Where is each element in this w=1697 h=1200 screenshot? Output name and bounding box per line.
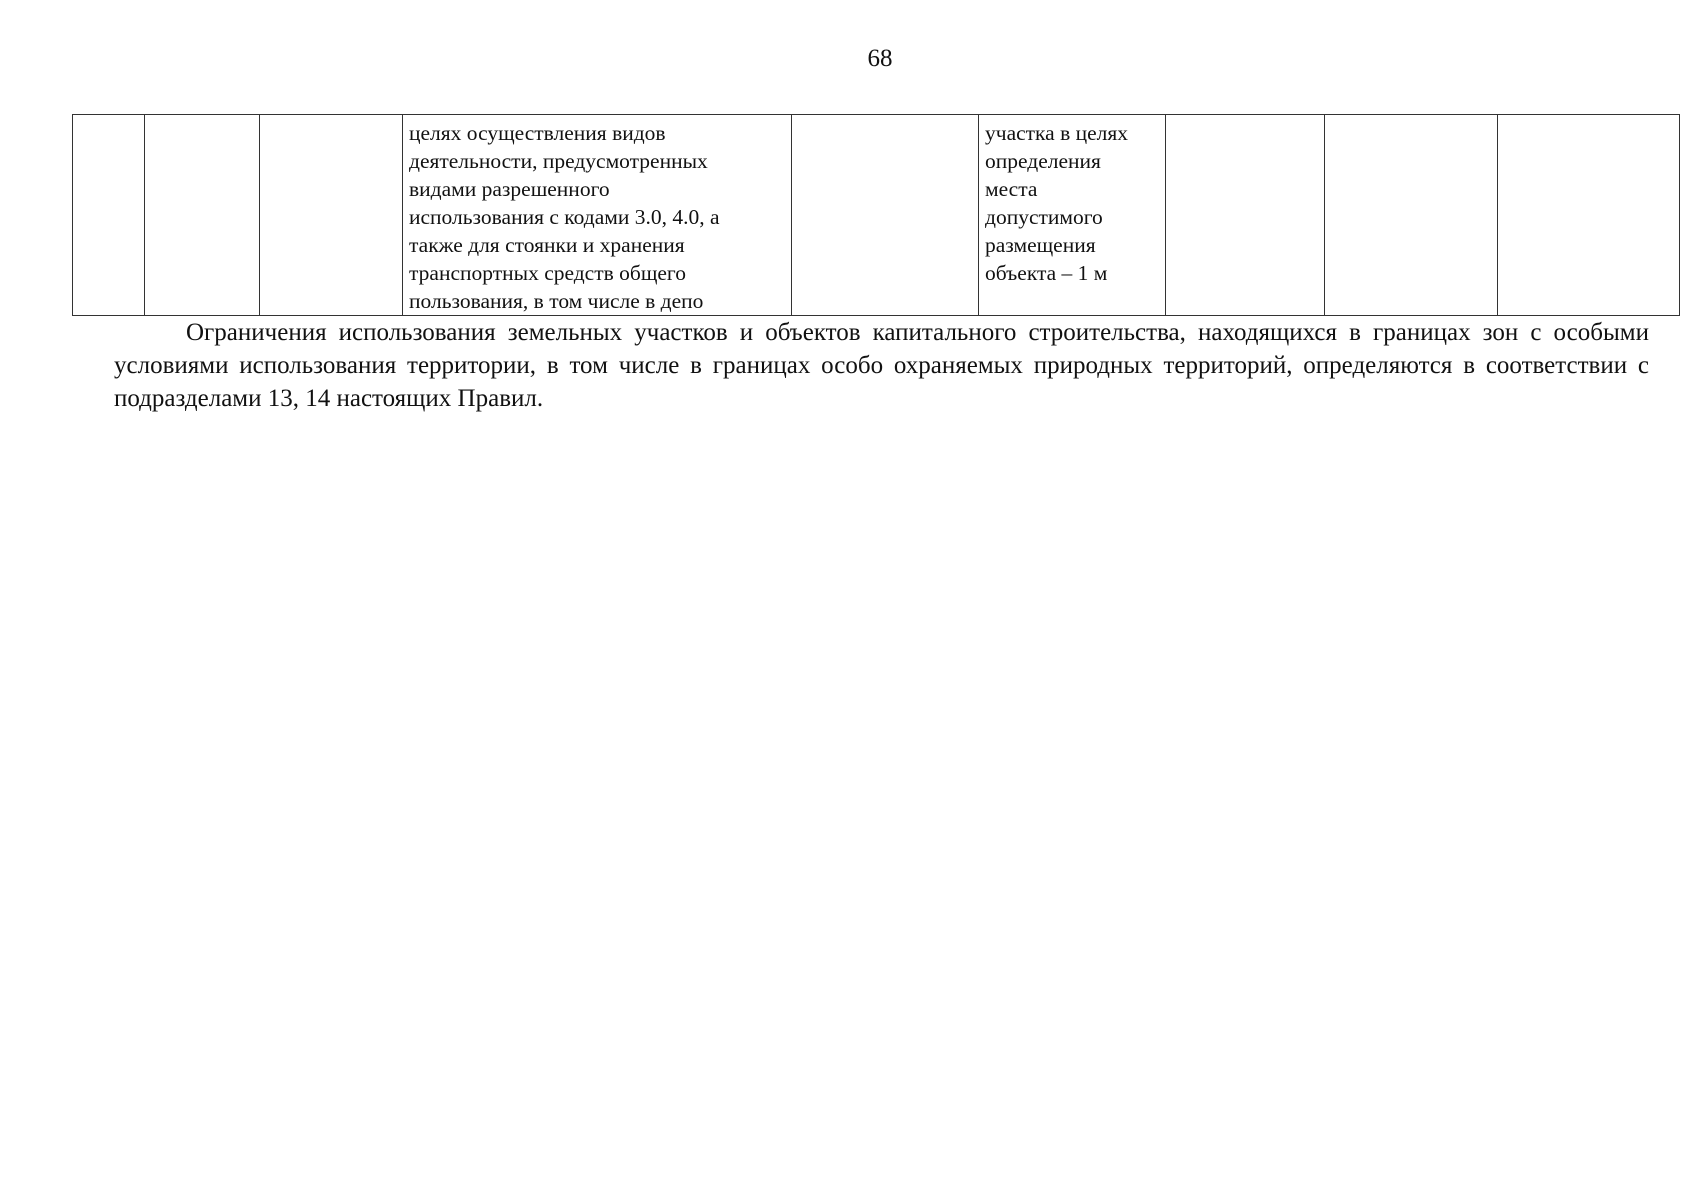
cell-text-line: допустимого <box>985 205 1103 229</box>
table-cell-1 <box>73 115 145 316</box>
table-cell-9 <box>1498 115 1680 316</box>
table-cell-3 <box>260 115 403 316</box>
cell-text-line: объекта – 1 м <box>985 261 1108 285</box>
table-cell-5 <box>792 115 979 316</box>
table-cell-2 <box>145 115 260 316</box>
cell-text-line: участка в целях <box>985 121 1129 145</box>
cell-text-line: транспортных средств общего <box>409 261 686 285</box>
cell-text-line: определения <box>985 149 1101 173</box>
cell-text-line: деятельности, предусмотренных <box>409 149 708 173</box>
page-number: 68 <box>867 45 893 72</box>
cell-text-line: пользования, в том числе в депо <box>409 289 704 313</box>
cell-text-line: размещения <box>985 233 1096 257</box>
cell-text-line: места <box>985 177 1038 201</box>
table-row <box>73 115 1680 316</box>
table-cell-6 <box>979 115 1166 316</box>
table-cell-4 <box>403 115 792 316</box>
cell-text-line: видами разрешенного <box>409 177 610 201</box>
cell-text-line: также для стоянки и хранения <box>409 233 685 257</box>
table-cell-8 <box>1325 115 1498 316</box>
cell-text-line: использования с кодами 3.0, 4.0, а <box>409 205 720 229</box>
continuation-table <box>72 114 1680 316</box>
cell-text-line: целях осуществления видов <box>409 121 666 145</box>
restrictions-paragraph: Ограничения использования земельных участков и объектов капитального строительства, находящихся в границах зон с особыми условиями использования территории, в том числе в границах особо охраняемых природных территорий, определяются в соответствии с подразделами 13, 14 настоящих Правил. <box>114 319 1649 412</box>
table-cell-7 <box>1166 115 1325 316</box>
